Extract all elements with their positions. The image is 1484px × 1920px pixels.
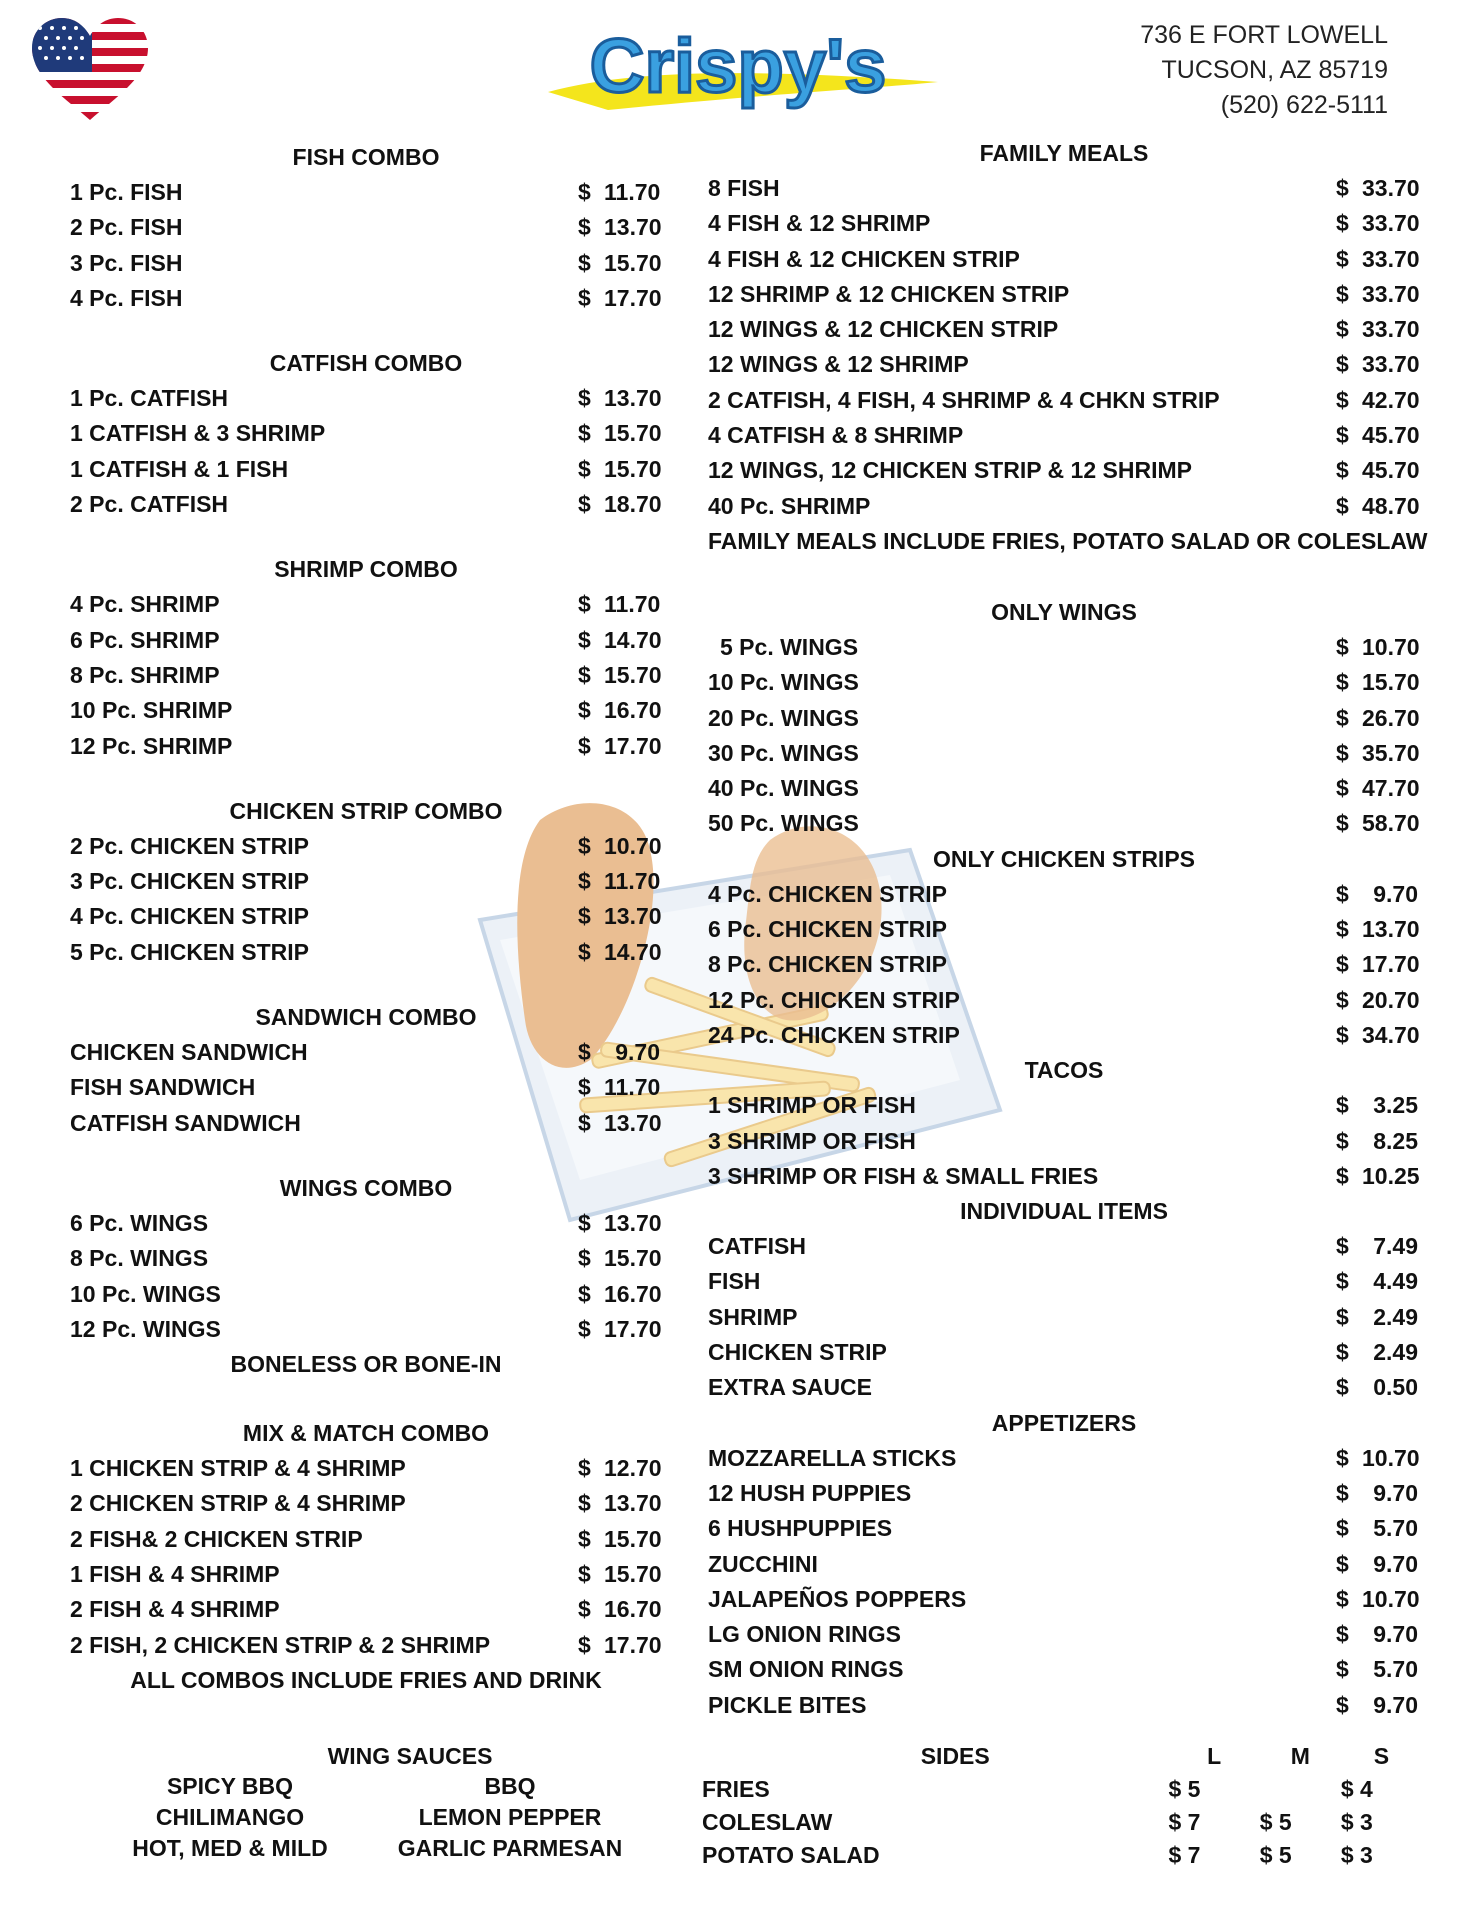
menu-item	[70, 1277, 662, 1312]
item-name: 2 Pc. FISH	[70, 214, 183, 241]
item-price: $ 14.70	[578, 938, 662, 965]
item-name: 10 Pc. WINGS	[708, 669, 859, 696]
item-name: 1 CHICKEN STRIP & 4 SHRIMP	[70, 1455, 406, 1482]
side-row	[702, 1773, 1422, 1806]
menu-item	[70, 935, 662, 970]
menu-item	[708, 312, 1420, 347]
item-price: $ 13.70	[578, 1209, 662, 1236]
item-name: 3 SHRIMP OR FISH	[708, 1127, 916, 1154]
item-name: 2 CHICKEN STRIP & 4 SHRIMP	[70, 1490, 406, 1517]
address-city: TUCSON, AZ 85719	[1161, 56, 1388, 84]
menu-item	[708, 206, 1420, 241]
item-price: $ 10.70	[1336, 1444, 1420, 1471]
side-price-s: $ 3	[1340, 1842, 1373, 1868]
item-name: 4 Pc. FISH	[70, 284, 183, 311]
sauce-name: CHILIMANGO	[155, 1804, 305, 1830]
menu-item	[708, 1441, 1420, 1476]
item-name: 12 Pc. SHRIMP	[70, 732, 233, 759]
section-title-chicken-strip-combo: CHICKEN STRIP COMBO	[229, 797, 503, 824]
section-title-only-chicken-strips: ONLY CHICKEN STRIPS	[933, 845, 1195, 872]
item-price: $ 16.70	[578, 1280, 662, 1307]
menu-item	[708, 1300, 1420, 1335]
menu-item	[70, 246, 662, 281]
item-name: MOZZARELLA STICKS	[708, 1444, 957, 1471]
item-name: 20 Pc. WINGS	[708, 704, 859, 731]
item-name: 5 Pc. WINGS	[720, 633, 859, 660]
menu-item	[70, 1628, 662, 1663]
menu-item	[708, 1229, 1420, 1264]
item-price: $ 48.70	[1336, 492, 1420, 519]
sides-section	[702, 1740, 1422, 1872]
item-name: 30 Pc. WINGS	[708, 739, 859, 766]
menu-item	[70, 1522, 662, 1557]
menu-item	[70, 1312, 662, 1347]
item-price: $ 33.70	[1336, 210, 1420, 237]
item-name: 40 Pc. WINGS	[708, 775, 859, 802]
menu-item	[708, 489, 1420, 524]
item-name: ZUCCHINI	[708, 1550, 818, 1577]
family-meals-note: FAMILY MEALS INCLUDE FRIES, POTATO SALAD OR COLESLAW	[708, 527, 1428, 554]
menu-item	[70, 210, 662, 245]
item-price: $ 33.70	[1336, 316, 1420, 343]
item-name: 12 SHRIMP & 12 CHICKEN STRIP	[708, 280, 1070, 307]
item-price: $ 15.70	[578, 455, 662, 482]
item-name: 24 Pc. CHICKEN STRIP	[708, 1021, 960, 1048]
item-price: $ 20.70	[1336, 986, 1420, 1013]
item-price: $ 10.70	[1336, 1585, 1420, 1612]
wing-sauces-title: WING SAUCES	[327, 1743, 493, 1769]
item-name: 2 CATFISH, 4 FISH, 4 SHRIMP & 4 CHKN STRIP	[708, 386, 1220, 413]
menu-item	[708, 1582, 1420, 1617]
menu-item	[708, 771, 1420, 806]
side-name: POTATO SALAD	[702, 1842, 880, 1868]
menu-item	[70, 175, 662, 210]
menu-item	[708, 383, 1420, 418]
sauce-name: GARLIC PARMESAN	[397, 1835, 623, 1861]
item-price: $ 33.70	[1336, 175, 1420, 201]
menu-item	[708, 1617, 1420, 1652]
item-price: $ 15.70	[578, 420, 662, 447]
item-price: $ 8.25	[1336, 1127, 1418, 1154]
item-name: 1 Pc. CATFISH	[70, 385, 229, 412]
item-name: 4 Pc. CHICKEN STRIP	[708, 880, 947, 907]
section-title-mix-match-combo: MIX & MATCH COMBO	[242, 1420, 490, 1447]
restaurant-address	[1140, 18, 1388, 123]
item-price: $ 18.70	[578, 491, 662, 518]
menu-item	[708, 912, 1420, 947]
item-name: 10 Pc. WINGS	[70, 1280, 221, 1307]
item-price: $ 11.70	[578, 179, 661, 205]
side-price-m: $ 5	[1259, 1809, 1292, 1835]
item-name: FISH	[708, 1268, 761, 1295]
item-name: 12 WINGS & 12 SHRIMP	[708, 351, 969, 378]
item-name: 12 Pc. CHICKEN STRIP	[708, 986, 960, 1013]
side-name: FRIES	[702, 1776, 770, 1802]
item-price: $ 42.70	[1336, 386, 1420, 413]
section-title-shrimp-combo: SHRIMP COMBO	[274, 556, 458, 583]
menu-item	[708, 1124, 1420, 1159]
item-price: $ 11.70	[578, 868, 661, 895]
item-name: 6 Pc. CHICKEN STRIP	[708, 916, 947, 943]
item-price: $ 11.70	[578, 1074, 661, 1101]
item-price: $ 5.70	[1336, 1656, 1418, 1683]
menu-item	[70, 1241, 662, 1276]
item-name: 12 WINGS & 12 CHICKEN STRIP	[708, 316, 1059, 343]
crispys-logo	[548, 14, 938, 120]
side-price-s: $ 3	[1340, 1809, 1373, 1835]
side-price-m	[1260, 1773, 1341, 1806]
item-price: $ 33.70	[1336, 280, 1420, 307]
menu-item	[70, 281, 662, 316]
menu-item	[70, 623, 662, 658]
menu-item	[708, 453, 1420, 488]
section-title-wings-combo: WINGS COMBO	[279, 1174, 453, 1201]
item-name: 1 Pc. FISH	[70, 179, 183, 205]
item-price: $ 13.70	[578, 903, 662, 930]
item-price: $ 26.70	[1336, 704, 1420, 731]
item-price: $ 17.70	[578, 1631, 662, 1658]
item-price: $ 13.70	[578, 1109, 662, 1136]
item-price: $ 35.70	[1336, 739, 1420, 766]
side-price-s: $ 4	[1340, 1776, 1373, 1802]
item-name: 4 FISH & 12 SHRIMP	[708, 210, 931, 237]
menu-item	[708, 1264, 1420, 1299]
menu-item	[70, 829, 662, 864]
american-flag-heart-icon	[28, 16, 152, 122]
menu-item	[708, 806, 1420, 841]
item-name: 1 CATFISH & 3 SHRIMP	[70, 420, 326, 447]
menu-item	[70, 729, 662, 764]
item-name: 4 FISH & 12 CHICKEN STRIP	[708, 245, 1020, 272]
item-name: PICKLE BITES	[708, 1691, 867, 1718]
item-price: $ 16.70	[578, 1596, 662, 1623]
item-price: $ 17.70	[578, 732, 662, 759]
item-name: 3 SHRIMP OR FISH & SMALL FRIES	[708, 1162, 1099, 1189]
item-price: $ 2.49	[1336, 1303, 1418, 1330]
item-price: $ 13.70	[578, 385, 662, 412]
item-name: SM ONION RINGS	[708, 1656, 904, 1683]
item-price: $ 7.49	[1336, 1233, 1418, 1260]
item-name: 1 SHRIMP OR FISH	[708, 1092, 916, 1119]
right-menu-column	[708, 136, 1428, 1723]
item-name: 10 Pc. SHRIMP	[70, 697, 233, 724]
menu-item	[708, 1370, 1420, 1405]
item-price: $ 45.70	[1336, 457, 1420, 484]
menu-item	[708, 983, 1420, 1018]
menu-item	[708, 242, 1420, 277]
side-price-l: $ 5	[1168, 1776, 1201, 1802]
item-price: $ 17.70	[578, 1315, 662, 1342]
item-price: $ 10.25	[1336, 1162, 1420, 1189]
item-name: FISH SANDWICH	[70, 1074, 256, 1101]
item-name: EXTRA SAUCE	[708, 1374, 872, 1401]
item-name: 6 Pc. SHRIMP	[70, 626, 220, 653]
item-name: 12 Pc. WINGS	[70, 1315, 221, 1342]
left-menu-column	[70, 140, 662, 1694]
item-price: $ 45.70	[1336, 422, 1420, 449]
section-title-sandwich-combo: SANDWICH COMBO	[255, 1004, 477, 1031]
menu-item	[708, 1688, 1420, 1723]
menu-item	[70, 381, 662, 416]
menu-item	[708, 947, 1420, 982]
menu-item	[708, 701, 1420, 736]
combos-include-note: ALL COMBOS INCLUDE FRIES AND DRINK	[130, 1666, 602, 1693]
menu-item	[70, 658, 662, 693]
menu-item	[708, 1652, 1420, 1687]
menu-item	[708, 1159, 1420, 1194]
item-price: $ 9.70	[1336, 1479, 1418, 1506]
item-name: 3 Pc. CHICKEN STRIP	[70, 868, 309, 895]
wings-combo-note: BONELESS OR BONE-IN	[230, 1351, 502, 1378]
size-header-s: S	[1373, 1743, 1390, 1769]
menu-item	[708, 418, 1420, 453]
item-price: $ 4.49	[1336, 1268, 1418, 1295]
item-name: 8 Pc. SHRIMP	[70, 661, 220, 688]
section-title-appetizers: APPETIZERS	[991, 1409, 1137, 1436]
item-price: $ 15.70	[578, 249, 662, 276]
item-name: 12 WINGS, 12 CHICKEN STRIP & 12 SHRIMP	[708, 457, 1192, 484]
menu-item	[70, 1206, 662, 1241]
item-name: 1 CATFISH & 1 FISH	[70, 455, 289, 482]
menu-item	[70, 1035, 662, 1070]
item-name: CATFISH	[708, 1233, 806, 1260]
menu-item	[708, 347, 1420, 382]
menu-item	[70, 587, 662, 622]
side-row	[702, 1839, 1422, 1872]
item-price: $ 10.70	[1336, 633, 1420, 660]
item-price: $ 15.70	[578, 1561, 662, 1588]
sides-table	[702, 1740, 1422, 1872]
item-price: $ 10.70	[578, 832, 662, 859]
item-price: $ 14.70	[578, 626, 662, 653]
item-name: 40 Pc. SHRIMP	[708, 492, 871, 519]
item-name: LG ONION RINGS	[708, 1621, 901, 1648]
menu-item	[708, 736, 1420, 771]
size-header-l: L	[1207, 1743, 1222, 1769]
item-name: 8 Pc. CHICKEN STRIP	[708, 951, 947, 978]
menu-item	[70, 693, 662, 728]
menu-item	[708, 1511, 1420, 1546]
item-price: $ 9.70	[1336, 1550, 1418, 1577]
menu-item	[708, 630, 1420, 665]
section-title-fish-combo: FISH COMBO	[292, 144, 440, 170]
item-price: $ 33.70	[1336, 351, 1420, 378]
item-price: $ 5.70	[1336, 1515, 1418, 1542]
sauce-name: HOT, MED & MILD	[132, 1835, 328, 1861]
item-name: 2 FISH & 4 SHRIMP	[70, 1596, 280, 1623]
section-title-family-meals: FAMILY MEALS	[979, 140, 1149, 166]
section-title-tacos: TACOS	[1024, 1057, 1104, 1084]
menu-item	[708, 277, 1420, 312]
address-street: 736 E FORT LOWELL	[1140, 21, 1388, 49]
item-price: $ 11.70	[578, 591, 661, 618]
item-name: 1 FISH & 4 SHRIMP	[70, 1561, 280, 1588]
item-price: $ 15.70	[578, 1245, 662, 1272]
menu-item	[70, 1557, 662, 1592]
menu-item	[708, 877, 1420, 912]
menu-item	[70, 1451, 662, 1486]
item-name: 5 Pc. CHICKEN STRIP	[70, 938, 309, 965]
section-title-individual-items: INDIVIDUAL ITEMS	[960, 1198, 1168, 1225]
item-price: $ 13.70	[578, 1490, 662, 1517]
menu-item	[708, 1018, 1420, 1053]
item-price: $ 9.70	[578, 1039, 660, 1066]
item-price: $ 15.70	[1336, 669, 1420, 696]
item-name: SHRIMP	[708, 1303, 798, 1330]
item-name: 2 Pc. CHICKEN STRIP	[70, 832, 309, 859]
item-price: $ 2.49	[1336, 1339, 1418, 1366]
item-price: $ 9.70	[1336, 1691, 1418, 1718]
menu-item	[70, 1592, 662, 1627]
item-name: 4 Pc. CHICKEN STRIP	[70, 903, 309, 930]
brand-logo-text: Crispy's	[589, 24, 887, 109]
item-name: 50 Pc. WINGS	[708, 810, 859, 837]
item-name: JALAPEÑOS POPPERS	[708, 1585, 967, 1612]
size-header-m: M	[1290, 1743, 1310, 1769]
side-price-m: $ 5	[1259, 1842, 1292, 1868]
item-price: $ 9.70	[1336, 1621, 1418, 1648]
item-price: $ 15.70	[578, 661, 662, 688]
item-price: $ 47.70	[1336, 775, 1420, 802]
item-price: $ 16.70	[578, 697, 662, 724]
side-price-l: $ 7	[1168, 1842, 1201, 1868]
item-price: $ 15.70	[578, 1525, 662, 1552]
item-name: 2 FISH& 2 CHICKEN STRIP	[70, 1525, 363, 1552]
item-name: 2 FISH, 2 CHICKEN STRIP & 2 SHRIMP	[70, 1631, 491, 1658]
item-price: $ 0.50	[1336, 1374, 1418, 1401]
item-price: $ 17.70	[578, 284, 662, 311]
menu-item	[70, 1486, 662, 1521]
side-name: COLESLAW	[702, 1809, 833, 1835]
item-price: $ 9.70	[1336, 880, 1418, 907]
side-price-l: $ 7	[1168, 1809, 1201, 1835]
menu-item	[708, 1335, 1420, 1370]
item-name: 4 CATFISH & 8 SHRIMP	[708, 422, 964, 449]
item-name: 6 HUSHPUPPIES	[708, 1515, 893, 1542]
menu-item	[708, 1476, 1420, 1511]
item-name: CHICKEN SANDWICH	[70, 1039, 308, 1066]
menu-item	[70, 1070, 662, 1105]
section-title-catfish-combo: CATFISH COMBO	[269, 350, 463, 377]
menu-item	[70, 452, 662, 487]
item-price: $ 13.70	[578, 214, 662, 241]
item-price: $ 17.70	[1336, 951, 1420, 978]
menu-item	[70, 416, 662, 451]
section-title-only-wings: ONLY WINGS	[991, 598, 1137, 625]
item-name: 3 Pc. FISH	[70, 249, 183, 276]
item-name: 4 Pc. SHRIMP	[70, 591, 220, 618]
item-price: $ 12.70	[578, 1455, 662, 1482]
side-row	[702, 1806, 1422, 1839]
menu-item	[70, 864, 662, 899]
menu-item	[708, 171, 1420, 206]
item-name: CHICKEN STRIP	[708, 1339, 887, 1366]
menu-item	[70, 1106, 662, 1141]
wing-sauces-section	[90, 1740, 650, 1862]
sauce-name: LEMON PEPPER	[418, 1804, 602, 1830]
item-price: $ 58.70	[1336, 810, 1420, 837]
item-name: 8 FISH	[708, 175, 780, 201]
item-name: CATFISH SANDWICH	[70, 1109, 301, 1136]
menu-item	[708, 1547, 1420, 1582]
menu-item	[70, 899, 662, 934]
menu-item	[708, 1088, 1420, 1123]
item-name: 8 Pc. WINGS	[70, 1245, 209, 1272]
menu-item	[708, 665, 1420, 700]
item-name: 2 Pc. CATFISH	[70, 491, 229, 518]
sauce-name: BBQ	[484, 1773, 536, 1799]
item-price: $ 33.70	[1336, 245, 1420, 272]
address-phone: (520) 622-5111	[1220, 91, 1388, 119]
item-price: $ 13.70	[1336, 916, 1420, 943]
menu-item	[70, 487, 662, 522]
item-name: 12 HUSH PUPPIES	[708, 1479, 912, 1506]
item-price: $ 3.25	[1336, 1092, 1418, 1119]
sides-title: SIDES	[920, 1743, 990, 1769]
sauce-name: SPICY BBQ	[166, 1773, 294, 1799]
item-name: 6 Pc. WINGS	[70, 1209, 209, 1236]
item-price: $ 34.70	[1336, 1021, 1420, 1048]
